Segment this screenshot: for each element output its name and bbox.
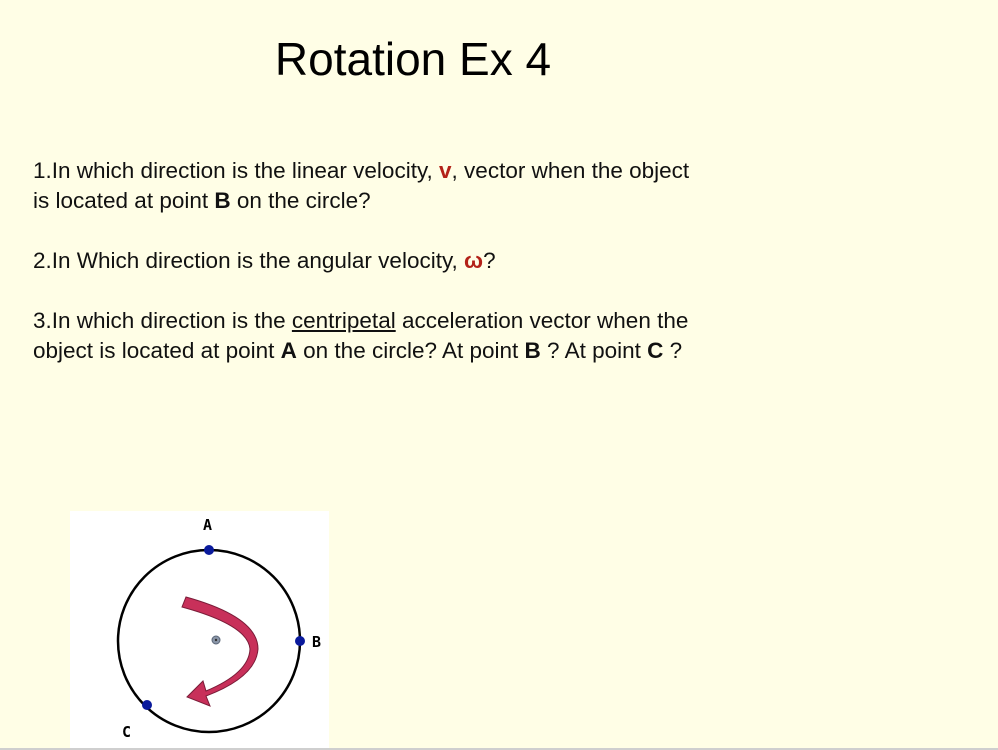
point-a-ref: A [280, 338, 297, 363]
point-b-ref: B [214, 188, 231, 213]
point-a-marker [204, 545, 214, 555]
question-1-text: , vector when the object is located at point [33, 158, 690, 213]
point-a-label: A [203, 516, 213, 534]
question-2 [33, 246, 693, 276]
rotation-diagram-svg [70, 511, 329, 750]
question-2-text: 2.In Which direction is the angular velocity, [33, 248, 465, 273]
velocity-symbol: v [439, 158, 452, 183]
question-3-text: 3.In which direction is the [33, 308, 292, 333]
question-3-text: acceleration vector when the object is located at point [33, 308, 689, 363]
point-b-marker [295, 636, 305, 646]
slide-title: Rotation Ex 4 [274, 33, 552, 85]
centripetal-term: centripetal [291, 308, 396, 333]
rotation-diagram [70, 511, 329, 750]
center-dot [215, 639, 217, 641]
question-list [33, 156, 693, 366]
point-c-marker [142, 700, 152, 710]
question-1 [33, 156, 693, 216]
question-1-text: 1.In which direction is the linear velocity, [33, 158, 440, 183]
point-c-ref: C [647, 338, 664, 363]
point-b-label: B [312, 633, 322, 651]
point-c-label: C [122, 723, 132, 741]
question-1-text: on the circle? [230, 188, 371, 213]
question-3-text: on the circle? At point [296, 338, 525, 363]
question-2-text: ? [483, 248, 496, 273]
rotation-arrow-icon [182, 597, 258, 706]
question-3 [33, 306, 693, 366]
omega-symbol: ω [464, 248, 484, 273]
question-3-text: ? At point [540, 338, 648, 363]
point-b-ref: B [524, 338, 541, 363]
question-3-text: ? [663, 338, 683, 363]
